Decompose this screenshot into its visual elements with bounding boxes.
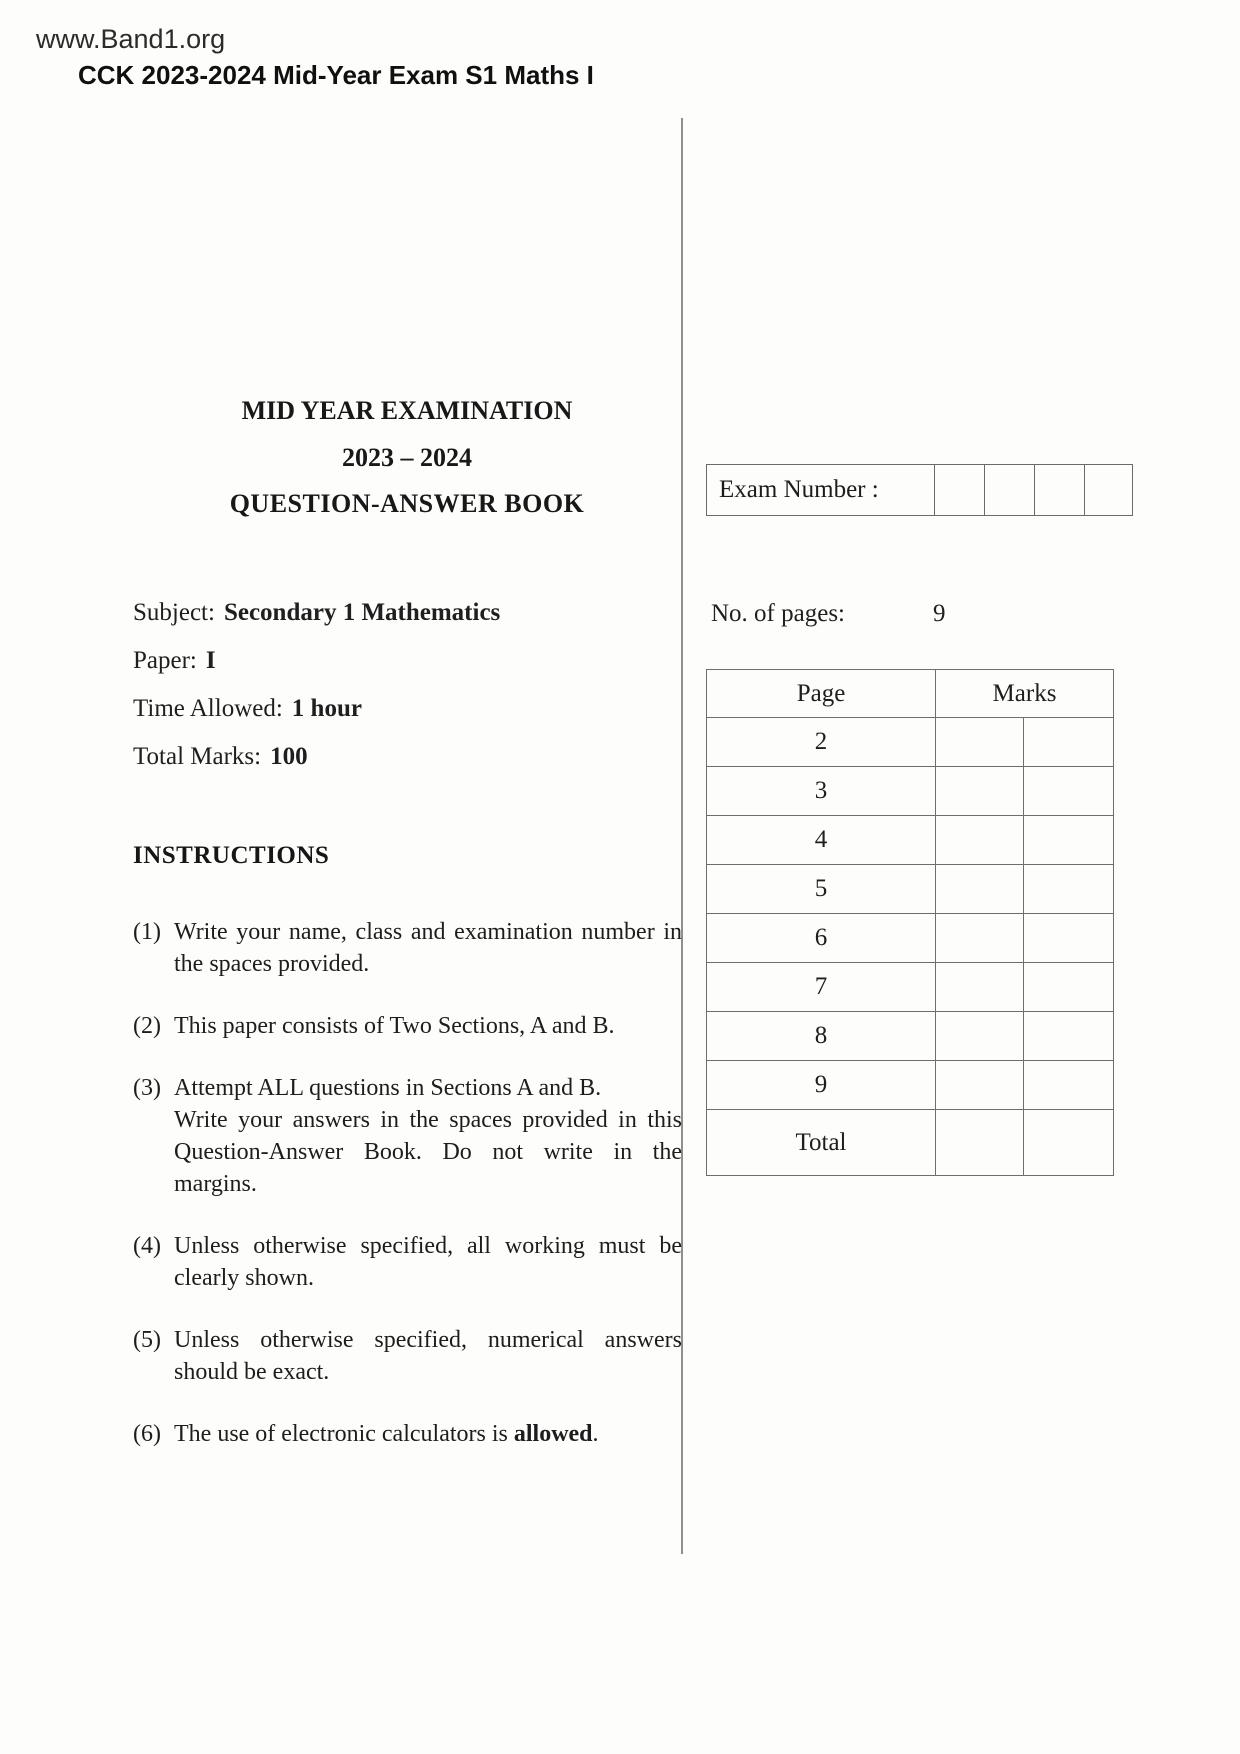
marks-cell-left (936, 816, 1024, 865)
instruction-number: (2) (133, 1013, 161, 1039)
marks-cell-left (936, 963, 1024, 1012)
info-value: 100 (270, 743, 308, 770)
marks-cell-left (936, 1110, 1024, 1176)
marks-cell-left (936, 718, 1024, 767)
marks-cell-left (936, 767, 1024, 816)
exam-info-block (133, 597, 500, 789)
instruction-text (174, 1324, 682, 1388)
info-value: I (205, 647, 216, 674)
info-line (133, 645, 500, 677)
exam-number-cell (1034, 465, 1084, 515)
info-value: 1 hour (291, 695, 362, 722)
info-value: Secondary 1 Mathematics (223, 599, 501, 626)
exam-number-cell (934, 465, 984, 515)
marks-cell-right (1024, 963, 1114, 1012)
exam-title-line2: 2023 – 2024 (342, 443, 472, 472)
instruction-number: (1) (133, 919, 161, 945)
page-number-cell: 8 (707, 1012, 936, 1061)
instruction-line: The use of electronic calculators is allowed. (174, 1421, 599, 1447)
marks-cell-right (1024, 1110, 1114, 1176)
instruction-number: (3) (133, 1075, 161, 1101)
instruction-text (174, 1230, 682, 1294)
marks-table-row (707, 816, 1114, 865)
instruction-number: (4) (133, 1233, 161, 1259)
instruction-number: (6) (133, 1421, 161, 1447)
info-line (133, 693, 500, 725)
page-title: CCK 2023-2024 Mid-Year Exam S1 Maths I (78, 60, 594, 90)
page-number-cell: Total (707, 1110, 936, 1176)
marks-table-header-row (707, 670, 1114, 718)
page-number-cell: 5 (707, 865, 936, 914)
marks-cell-left (936, 914, 1024, 963)
marks-table-row (707, 718, 1114, 767)
marks-cell-right (1024, 865, 1114, 914)
info-label: Paper: (133, 647, 197, 674)
exam-number-box (706, 464, 1133, 516)
marks-cell-right (1024, 718, 1114, 767)
info-label: Subject: (133, 599, 215, 626)
instructions-heading: INSTRUCTIONS (133, 842, 330, 869)
instruction-item (133, 1072, 682, 1200)
page-number-cell: 9 (707, 1061, 936, 1110)
instruction-text (174, 1010, 682, 1042)
marks-cell-left (936, 1061, 1024, 1110)
instruction-line: Unless otherwise specified, numerical answers (174, 1327, 682, 1353)
info-line (133, 741, 500, 773)
marks-table-row (707, 1012, 1114, 1061)
instructions-list (133, 916, 682, 1480)
exam-title-block (133, 394, 681, 520)
exam-number-label: Exam Number : (719, 476, 879, 503)
pages-count-label: No. of pages: (711, 600, 845, 627)
marks-table-row (707, 963, 1114, 1012)
pages-count-value: 9 (933, 600, 946, 627)
marks-cell-right (1024, 767, 1114, 816)
page-number-cell: 7 (707, 963, 936, 1012)
marks-table-row (707, 1061, 1114, 1110)
exam-title-line1: MID YEAR EXAMINATION (241, 396, 573, 425)
instruction-item (133, 1418, 682, 1450)
instruction-line: Unless otherwise specified, all working must be (174, 1233, 682, 1259)
instruction-item (133, 1230, 682, 1294)
marks-cell-left (936, 865, 1024, 914)
exam-title-line3: QUESTION-ANSWER BOOK (229, 489, 585, 518)
instruction-line: should be exact. (174, 1359, 330, 1385)
marks-table-row (707, 914, 1114, 963)
instruction-text (174, 1072, 682, 1200)
marks-table-row (707, 767, 1114, 816)
instruction-text (174, 916, 682, 980)
instruction-item (133, 1010, 682, 1042)
instruction-line: Write your answers in the spaces provided in this (174, 1107, 682, 1133)
watermark-url-text: www.Band1.org (36, 24, 226, 54)
instruction-line: Attempt ALL questions in Sections A and B. (174, 1075, 602, 1101)
exam-number-cells (934, 465, 1132, 515)
info-label: Time Allowed: (133, 695, 283, 722)
marks-cell-left (936, 1012, 1024, 1061)
marks-table-row (707, 1110, 1114, 1176)
instruction-line: margins. (174, 1171, 257, 1197)
instruction-line: This paper consists of Two Sections, A and B. (174, 1013, 615, 1039)
page-number-cell: 3 (707, 767, 936, 816)
page-number-cell: 6 (707, 914, 936, 963)
marks-table-header-page: Page (707, 670, 936, 718)
marks-table-row (707, 865, 1114, 914)
instruction-number: (5) (133, 1327, 161, 1353)
page-number-cell: 2 (707, 718, 936, 767)
page-number-cell: 4 (707, 816, 936, 865)
instruction-item (133, 1324, 682, 1388)
pages-count-line (711, 600, 1133, 628)
instruction-line: Write your name, class and examination number in (174, 919, 682, 945)
marks-cell-right (1024, 816, 1114, 865)
exam-number-cell (1084, 465, 1132, 515)
instruction-line: the spaces provided. (174, 951, 370, 977)
marks-table (706, 669, 1114, 1176)
info-label: Total Marks: (133, 743, 262, 770)
marks-cell-right (1024, 1061, 1114, 1110)
marks-cell-right (1024, 1012, 1114, 1061)
instruction-line: clearly shown. (174, 1265, 314, 1291)
exam-number-cell (984, 465, 1034, 515)
info-line (133, 597, 500, 629)
instruction-item (133, 916, 682, 980)
bold-word: allowed (513, 1421, 593, 1447)
marks-table-header-marks: Marks (936, 670, 1114, 718)
instruction-line: Question-Answer Book. Do not write in the (174, 1139, 682, 1165)
marks-cell-right (1024, 914, 1114, 963)
instruction-text (174, 1418, 682, 1450)
